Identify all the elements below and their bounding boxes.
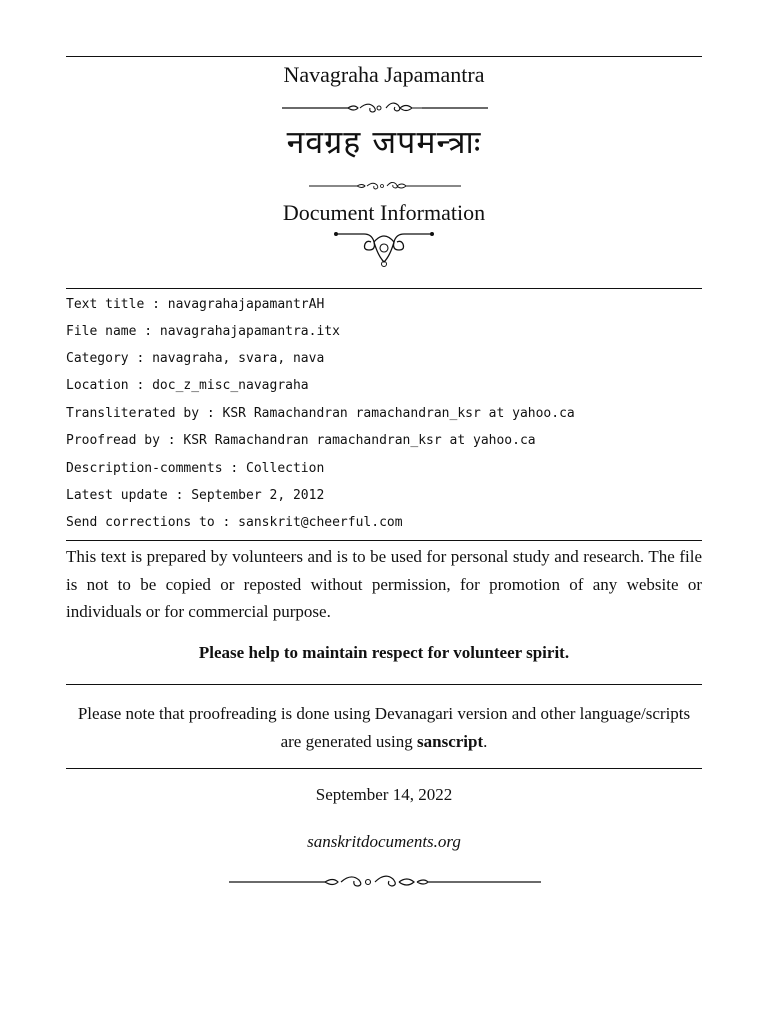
proofreading-note-end: .	[483, 732, 488, 751]
proofreading-note-text: Please note that proofreading is done using Devanagari version and other language/scripts are generated using	[77, 704, 691, 751]
site-name: sanskritdocuments.org	[307, 832, 461, 851]
top-rule	[66, 56, 702, 57]
info-line-category: Category : navagraha, svara, nava	[66, 351, 325, 366]
proofreading-note	[66, 700, 702, 756]
info-line-latest-update: Latest update : September 2, 2012	[66, 488, 325, 503]
flourish-divider-icon	[309, 180, 461, 192]
info-line-description: Description-comments : Collection	[66, 461, 325, 476]
publication-date: September 14, 2022	[315, 785, 453, 804]
info-bottom-rule	[66, 540, 702, 541]
flourish-divider-icon	[282, 100, 488, 116]
info-line-transliterated-by: Transliterated by : KSR Ramachandran ramachandran_ksr at yahoo.ca	[66, 406, 575, 421]
info-line-text-title: Text title : navagrahajapamantrAH	[66, 297, 325, 312]
respect-note: Please help to maintain respect for volunteer spirit.	[198, 643, 570, 662]
sanscript-label: sanscript	[417, 732, 484, 751]
proofreading-rule	[66, 768, 702, 769]
vignette-ornament-icon	[334, 226, 434, 268]
flourish-divider-icon	[229, 874, 541, 890]
info-line-proofread-by: Proofread by : KSR Ramachandran ramachandran_ksr at yahoo.ca	[66, 433, 536, 448]
info-line-send-corrections: Send corrections to : sanskrit@cheerful.com	[66, 515, 403, 530]
notice-rule	[66, 684, 702, 685]
document-title: Navagraha Japamantra	[283, 62, 485, 87]
info-top-rule	[66, 288, 702, 289]
info-line-location: Location : doc_z_misc_navagraha	[66, 378, 309, 393]
devanagari-title: नवग्रह जपमन्त्राः	[286, 123, 482, 161]
section-heading: Document Information	[282, 200, 486, 225]
info-line-file-name: File name : navagrahajapamantra.itx	[66, 324, 340, 339]
usage-notice-paragraph: This text is prepared by volunteers and is to be used for personal study and research. The file is not to be copied or reposted without permission, for promotion of any website or individuals or for commercial purpose.	[66, 547, 702, 621]
